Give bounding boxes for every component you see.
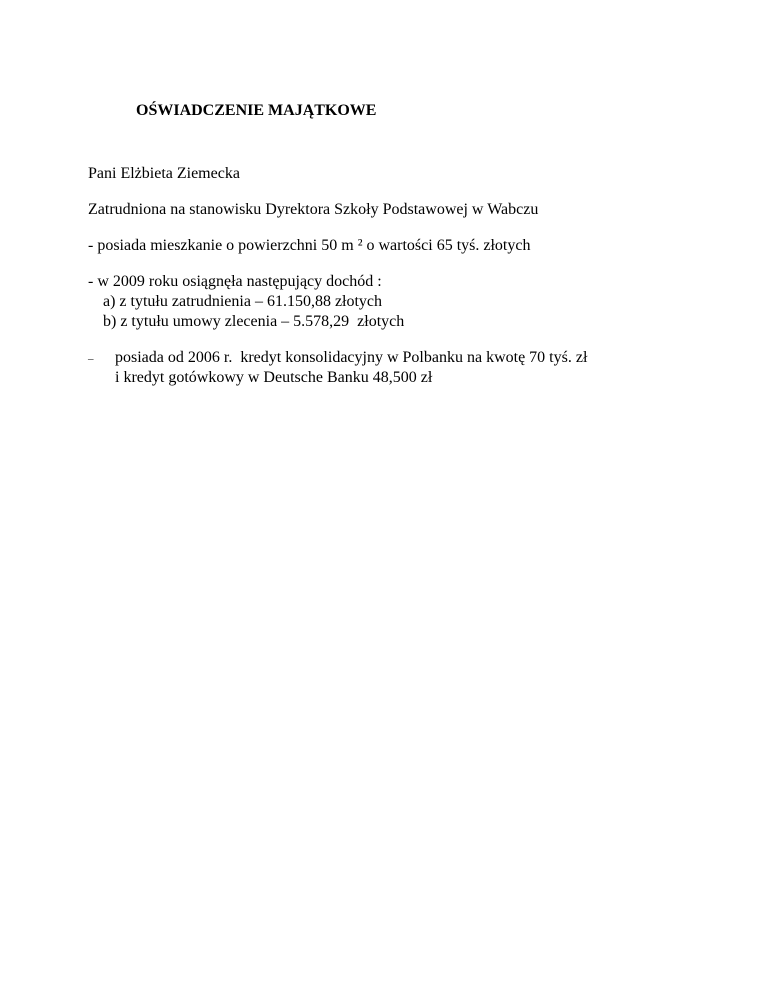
document-title: OŚWIADCZENIE MAJĄTKOWE: [136, 102, 377, 119]
income-item-contract: b) z tytułu umowy zlecenia – 5.578,29 złotych: [103, 313, 405, 330]
credit-bullet: –: [88, 353, 94, 365]
credit-line-2: i kredyt gotówkowy w Deutsche Banku 48,500 zł: [115, 369, 433, 386]
credit-line-1: posiada od 2006 r. kredyt konsolidacyjny w Polbanku na kwotę 70 tyś. zł: [115, 349, 588, 366]
employment-statement: Zatrudniona na stanowisku Dyrektora Szkoły Podstawowej w Wabczu: [88, 201, 539, 218]
income-item-employment: a) z tytułu zatrudnienia – 61.150,88 złotych: [103, 293, 383, 310]
apartment-statement: - posiada mieszkanie o powierzchni 50 m ² o wartości 65 tyś. złotych: [88, 237, 531, 254]
person-name: Pani Elżbieta Ziemecka: [88, 165, 240, 182]
income-intro: - w 2009 roku osiągnęła następujący dochód :: [88, 273, 382, 290]
